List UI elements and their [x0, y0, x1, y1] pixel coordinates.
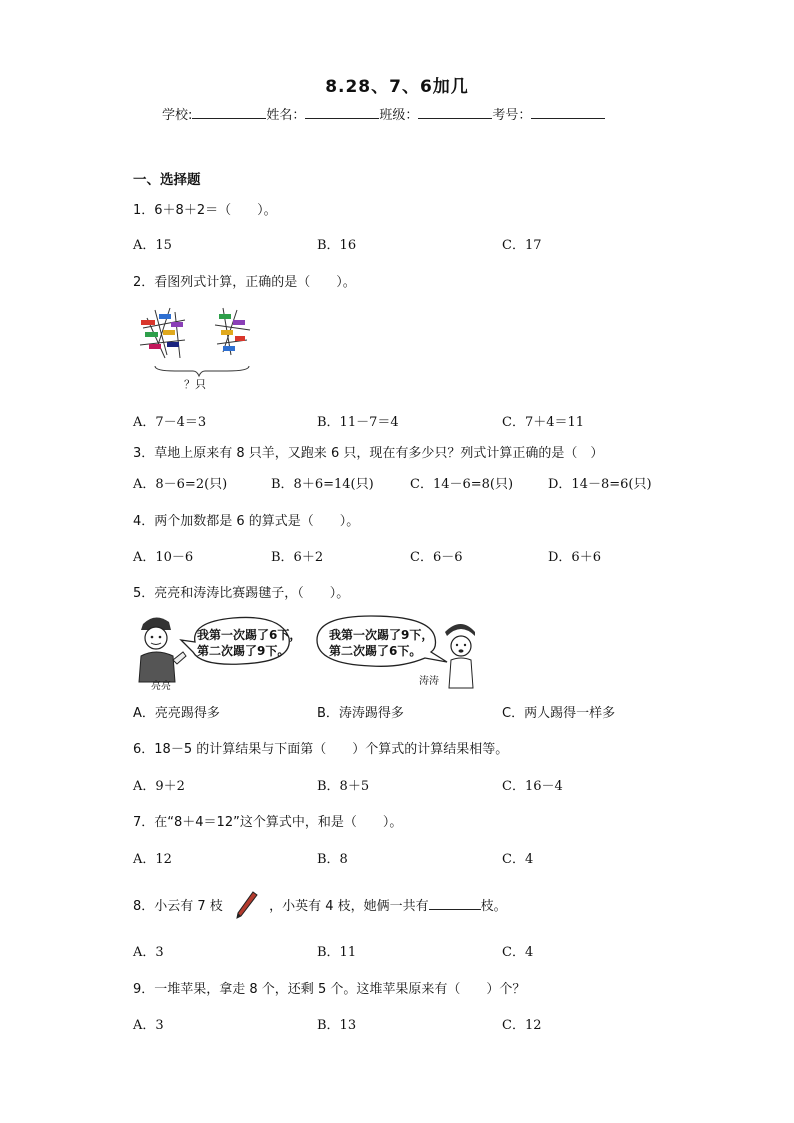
class-label: 班级： — [379, 108, 419, 123]
name-blank[interactable] — [305, 106, 379, 119]
question-3-option-a[interactable]: A．8－6=2(只) — [133, 477, 228, 492]
question-7-option-b[interactable]: B．8 — [317, 852, 348, 867]
question-8-option-b[interactable]: B．11 — [317, 945, 357, 960]
question-5-option-a[interactable]: A．亮亮踢得多 — [133, 706, 220, 721]
question-3-option-c[interactable]: C．14－6=8(只) — [410, 477, 514, 492]
question-1-option-c[interactable]: C．17 — [502, 238, 542, 253]
question-1-option-a[interactable]: A．15 — [133, 238, 172, 253]
dragonfly-group-left — [140, 308, 185, 358]
taotao-name: 涛涛 — [419, 676, 439, 687]
question-2-stem: 2．看图列式计算，正确的是（ ）。 — [133, 275, 356, 290]
question-8-stem-part-1: 8．小云有 7 枝 — [133, 899, 223, 914]
question-9-option-b[interactable]: B．13 — [317, 1018, 357, 1033]
question-8-option-c[interactable]: C．4 — [502, 945, 534, 960]
school-label: 学校: — [162, 108, 193, 123]
question-6-option-c[interactable]: C．16－4 — [502, 779, 563, 794]
question-8-answer-blank[interactable] — [429, 897, 481, 910]
question-6-option-b[interactable]: B．8＋5 — [317, 779, 370, 794]
bubble-left-line-1: 我第一次踢了6下， — [197, 628, 302, 642]
question-5-stem: 5．亮亮和涛涛比赛踢毽子，（ ）。 — [133, 586, 350, 601]
liangliang-name: 亮亮 — [151, 681, 171, 692]
question-9-option-c[interactable]: C．12 — [502, 1018, 542, 1033]
student-info-line — [162, 104, 605, 123]
question-5-option-c[interactable]: C．两人踢得一样多 — [502, 706, 616, 721]
liangliang-illustration — [139, 617, 186, 682]
question-4-option-d[interactable]: D．6＋6 — [548, 550, 601, 565]
question-5-option-b[interactable]: B．涛涛踢得多 — [317, 706, 404, 721]
question-7-option-a[interactable]: A．12 — [133, 852, 172, 867]
question-3-option-b[interactable]: B．8＋6=14(只) — [271, 477, 374, 492]
bubble-right-line-2: 第二次踢了6下。 — [329, 644, 422, 658]
dragonfly-group-right — [215, 308, 250, 355]
question-7-stem: 7．在“8＋4＝12”这个算式中，和是（ ）。 — [133, 815, 403, 830]
question-9-stem: 9．一堆苹果，拿走 8 个，还剩 5 个。这堆苹果原来有（ ）个？ — [133, 982, 526, 997]
question-6-stem: 6．18－5 的计算结果与下面第（ ）个算式的计算结果相等。 — [133, 742, 509, 757]
exam-no-blank[interactable] — [531, 106, 605, 119]
dragonfly-figure — [135, 300, 255, 392]
question-8-stem-part-3: 枝。 — [480, 899, 507, 914]
figure-label: ？只 — [184, 378, 206, 391]
question-4-option-b[interactable]: B．6＋2 — [271, 550, 324, 565]
brace-icon — [155, 366, 249, 376]
question-2-option-c[interactable]: C．7＋4＝11 — [502, 415, 585, 430]
exam-no-label: 考号： — [492, 108, 532, 123]
question-6-option-a[interactable]: A．9＋2 — [133, 779, 185, 794]
page-title: 8.28、7、6加几 — [325, 77, 469, 97]
question-3-option-d[interactable]: D．14－8=6(只) — [548, 477, 652, 492]
bubble-right-line-1: 我第一次踢了9下， — [329, 628, 434, 642]
bubble-left-line-2: 第二次踢了9下。 — [197, 644, 290, 658]
section-title: 一、选择题 — [133, 172, 201, 188]
school-blank[interactable] — [192, 106, 266, 119]
taotao-illustration — [445, 624, 475, 688]
question-4-option-c[interactable]: C．6－6 — [410, 550, 463, 565]
kick-shuttlecock-figure — [131, 612, 481, 694]
question-2-option-a[interactable]: A．7－4＝3 — [133, 415, 207, 430]
name-label: 姓名： — [266, 108, 306, 123]
question-1-option-b[interactable]: B．16 — [317, 238, 357, 253]
question-8-stem-part-2: ，小英有 4 枝，她俩一共有 — [269, 899, 429, 914]
question-8-stem — [133, 895, 507, 914]
question-2-option-b[interactable]: B．11－7＝4 — [317, 415, 399, 430]
question-3-stem: 3．草地上原来有 8 只羊，又跑来 6 只，现在有多少只？列式计算正确的是（ ） — [133, 446, 604, 461]
question-1-stem: 1．6＋8＋2＝（ ）。 — [133, 203, 277, 218]
class-blank[interactable] — [418, 106, 492, 119]
pencil-icon — [231, 890, 261, 920]
question-8-option-a[interactable]: A．3 — [133, 945, 164, 960]
question-9-option-a[interactable]: A．3 — [133, 1018, 164, 1033]
question-4-stem: 4．两个加数都是 6 的算式是（ ）。 — [133, 514, 360, 529]
question-4-option-a[interactable]: A．10－6 — [133, 550, 194, 565]
question-7-option-c[interactable]: C．4 — [502, 852, 534, 867]
